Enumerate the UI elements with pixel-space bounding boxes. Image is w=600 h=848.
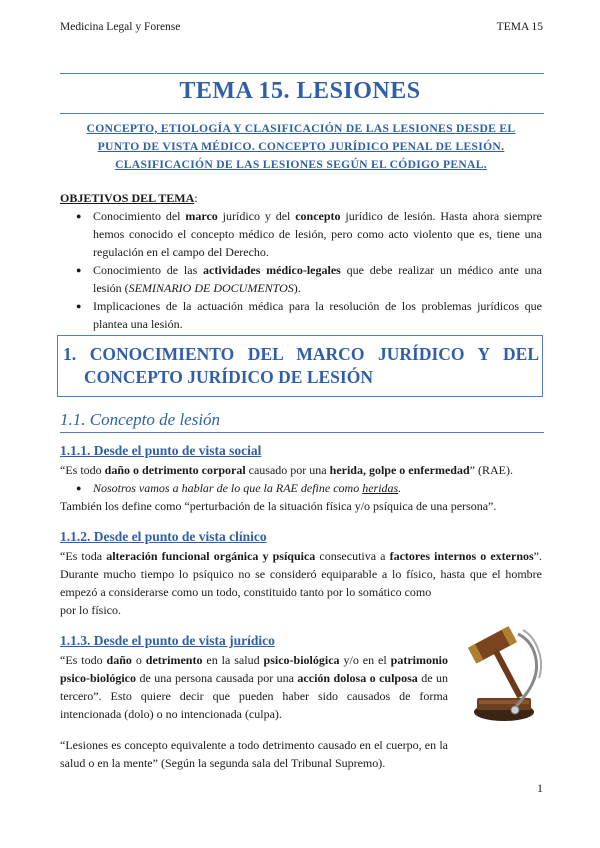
social-heading: 1.1.1. Desde el punto de vista social — [60, 443, 262, 458]
page-subtitle — [64, 120, 538, 174]
running-header-left: Medicina Legal y Forense — [60, 21, 181, 33]
legal-heading: 1.1.3. Desde el punto de vista jurídico — [60, 633, 275, 648]
page-number: 1 — [537, 781, 543, 795]
list-item: ● Conocimiento de las actividades médico-legales que debe realizar un médico ante una lesión (SEMINARIO DE DOCUMENTOS). — [76, 263, 542, 295]
list-item: ● Implicaciones de la actuación médica para la resolución de los problemas jurídicos que plantea una lesión. — [76, 299, 542, 331]
legal-paragraph: “Es todo daño o detrimento en la salud psico-biológica y/o en el patrimonio psico-biológico de una persona causada por una acción dolosa o culposa de un tercero”. Esto quiere decir que pueden haber sido causados de forma intencionada (dolo) o no intencionada (culpa). — [60, 653, 449, 721]
gavel-stethoscope-icon — [463, 620, 545, 724]
clinical-paragraph: “Es toda alteración funcional orgánica y psíquica consecutiva a factores internos o externos”. Durante mucho tiempo lo psíquico no se consideró equiparable a lo físico, hasta que el hombre empezó a considerarse como un todo, constituido tanto por lo somático como por lo físico. — [60, 549, 542, 617]
bullet-icon: ● — [76, 211, 82, 221]
subsection-1-1-heading: 1.1. Concepto de lesión — [60, 410, 221, 429]
subtitle-line-3: CLASIFICACIÓN DE LAS LESIONES SEGÚN EL CÓDIGO PENAL. — [115, 158, 487, 171]
social-paragraph — [60, 461, 542, 515]
objectives-heading: OBJETIVOS DEL TEMA: — [60, 191, 198, 205]
supreme-court-quote: “Lesiones es concepto equivalente a todo detrimento causado en el cuerpo, en la salud o en la mente” (Según la segunda sala del Tribunal Supremo). — [60, 738, 448, 770]
bullet-icon: ● — [76, 301, 82, 311]
section-1-heading: 1. CONOCIMIENTO DEL MARCO JURÍDICO Y DEL CONCEPTO JURÍDICO DE LESIÓN — [63, 344, 539, 387]
social-extra-definition: También los define como “perturbación de la situación física y/o psíquica de una persona”. — [60, 499, 497, 513]
subtitle-line-2: PUNTO DE VISTA MÉDICO. CONCEPTO JURÍDICO PENAL DE LESIÓN. — [97, 140, 505, 153]
subsection-rule — [60, 432, 544, 433]
objectives-list — [60, 207, 542, 333]
social-note: ● Nosotros vamos a hablar de lo que la RAE define como heridas. — [76, 481, 402, 495]
bullet-icon: ● — [76, 265, 82, 275]
title-rule-bottom — [60, 113, 544, 114]
title-rule-top — [60, 73, 544, 74]
list-item: ● Conocimiento del marco jurídico y del concepto jurídico de lesión. Hasta ahora siempre hemos conocido el concepto médico de lesión, pero como acto violento que es, tiene una regulación en el campo del Derecho. — [76, 209, 542, 259]
running-header-right: TEMA 15 — [496, 21, 543, 33]
page-title: TEMA 15. LESIONES — [179, 78, 421, 104]
social-definition: “Es todo daño o detrimento corporal causado por una herida, golpe o enfermedad” (RAE). — [60, 463, 513, 477]
subtitle-line-1: CONCEPTO, ETIOLOGÍA Y CLASIFICACIÓN DE LAS LESIONES DESDE EL — [86, 122, 516, 135]
bullet-icon: ● — [76, 483, 82, 493]
clinical-heading: 1.1.2. Desde el punto de vista clínico — [60, 529, 267, 544]
